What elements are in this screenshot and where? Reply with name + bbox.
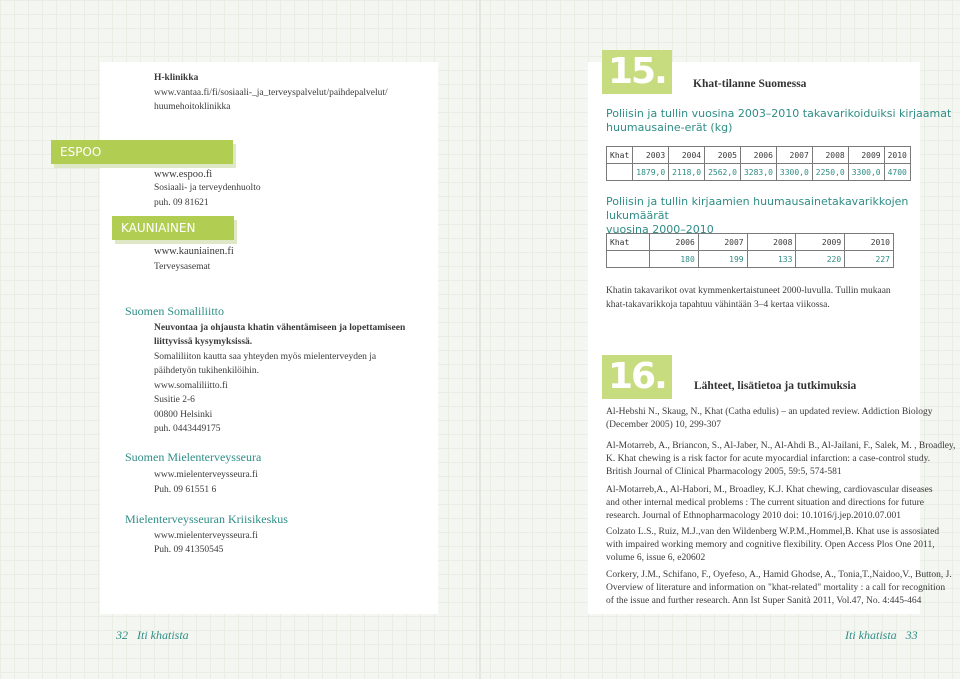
reference-line: Colzato L.S., Ruiz, M.J.,van den Wildenberg W.P.M.,Hommel,B. Khat use is assosiated [606,527,940,537]
reference-line: volume 6, issue 6, e20602 [606,553,706,563]
table1-label: Khat [607,147,633,164]
reference-line: British Journal of Clinical Pharmacology 2005, 59:5, 574-581 [606,467,842,477]
table-cell: 4700 [884,164,910,181]
reference-line: Corkery, J.M., Schifano, F., Oyefeso, A., Hamid Ghodse, A., Tonia,T.,Naidoo,V., Button, J. [606,570,952,580]
table1-title-line1: Poliisin ja tullin vuosina 2003–2010 takavarikoiduiksi kirjaamat [606,107,952,120]
reference-line: Overview of literature and information on "khat-related" mortality : a call for recognition [606,583,946,593]
table-cell: 180 [650,251,699,268]
right-footer-brand: Iti khatista [845,628,897,642]
reference-line: with impaired working memory and cognitive flexibility. Open Access Plos One 2011, [606,540,935,550]
table-cell: 2007 [776,147,812,164]
table1-title [606,107,951,135]
table-cell: 2010 [845,234,894,251]
table2-title-line1: Poliisin ja tullin kirjaamien huumausainetakavarikkojen lukumäärät [606,195,909,222]
table-cell: 2008 [747,234,796,251]
kriisikeskus-heading: Mielenterveysseuran Kriisikeskus [125,512,288,526]
table-cell [607,164,633,181]
table1-values-row [607,164,911,181]
somaliliitto-address: Susitie 2-6 [154,395,195,405]
table-cell: 2009 [796,234,845,251]
section-15-title: Khat-tilanne Suomessa [693,78,807,90]
left-page-number: 32 [116,628,128,642]
table-cell: 227 [845,251,894,268]
table1-header-row [607,147,911,164]
reference-line: Al-Motarreb,A., Al-Habori, M., Broadley, K.J. Khat chewing, cardiovascular diseases [606,485,933,495]
table2-title-line2: vuosina 2000–2010 [606,223,714,236]
table-cell: 2250,0 [812,164,848,181]
kauniainen-service: Terveysasemat [154,262,211,272]
espoo-service: Sosiaali- ja terveydenhuolto [154,183,261,193]
table-cell: 2118,0 [669,164,705,181]
table1-title-line2: huumausaine-erät (kg) [606,121,733,134]
somaliliitto-url[interactable]: www.somaliliitto.fi [154,381,228,391]
table-cell: 2006 [740,147,776,164]
table-cell: 2007 [698,234,747,251]
table-cell: 133 [747,251,796,268]
seizure-count-table [606,233,894,268]
table-cell: 2004 [669,147,705,164]
left-footer-brand: Iti khatista [137,628,189,642]
table-cell: 2009 [848,147,884,164]
right-footer [845,628,924,643]
table-cell: 3300,0 [776,164,812,181]
table-cell: 199 [698,251,747,268]
table-cell: 2010 [884,147,910,164]
reference-line: Al-Hebshi N., Skaug, N., Khat (Catha edulis) – an updated review. Addiction Biology [606,407,933,417]
table-cell: 3300,0 [848,164,884,181]
page-spine [479,0,481,679]
somaliliitto-postal: 00800 Helsinki [154,410,213,420]
seizure-note-line2: khat-takavarikkoja tapahtuu vähintään 3–4 kertaa viikossa. [606,300,830,310]
somaliliitto-line2: päihdetyön tukihenkilöihin. [154,366,260,376]
table-cell: 2008 [812,147,848,164]
seizure-note-line1: Khatin takavarikot ovat kymmenkertaistuneet 2000-luvulla. Tullin mukaan [606,286,891,296]
espoo-tag: ESPOO [51,140,233,164]
espoo-url[interactable]: www.espoo.fi [154,169,213,180]
reference-line: of the issue and further research. Ann Ist Super Sanità 2011, Vol.47, No. 4:445-464 [606,596,922,606]
kriisikeskus-phone: Puh. 09 41350545 [154,545,224,555]
reference-line: (December 2005) 10, 299-307 [606,420,722,430]
table2-header-row [607,234,894,251]
table-cell: 2005 [705,147,741,164]
hklinikka-url[interactable]: www.vantaa.fi/fi/sosiaali-_ja_terveyspalvelut/paihdepalvelut/ [154,88,388,98]
right-page-number: 33 [905,628,918,642]
table-cell: 1879,0 [633,164,669,181]
somaliliitto-heading: Suomen Somaliliitto [125,304,225,318]
table-cell: 3283,0 [740,164,776,181]
table-cell: 2006 [650,234,699,251]
section-16-number: 16. [602,355,672,399]
reference-line: research. Journal of Ethnopharmacology 2010 doi: 10.1016/j.jep.2010.07.001 [606,511,901,521]
table-cell [607,251,650,268]
kauniainen-url[interactable]: www.kauniainen.fi [154,246,234,257]
somaliliitto-phone: puh. 0443449175 [154,424,221,434]
hklinikka-title: H-klinikka [154,73,199,83]
section-15-number: 15. [602,50,672,94]
kauniainen-tag: KAUNIAINEN [112,216,234,240]
seizure-kg-table [606,146,911,181]
reference-line: Al-Motarreb, A., Briancon, S., Al-Jaber, N., Al-Ahdi B., Al-Jailani, F., Salek, M. , Broadley, [606,441,956,451]
somaliliitto-line1: Somaliliiton kautta saa yhteyden myös mielenterveyden ja [154,352,377,362]
table-cell: 2562,0 [705,164,741,181]
left-footer [110,628,189,643]
table2-label: Khat [607,234,650,251]
mielenterveysseura-url[interactable]: www.mielenterveysseura.fi [154,470,258,480]
table2-title [606,195,960,237]
reference-line: and other internal medical problems : The current situation and directions for future [606,498,924,508]
table2-values-row [607,251,894,268]
kriisikeskus-url[interactable]: www.mielenterveysseura.fi [154,531,258,541]
mielenterveysseura-heading: Suomen Mielenterveysseura [125,450,262,464]
somaliliitto-desc1: Neuvontaa ja ohjausta khatin vähentämiseen ja lopettamiseen [154,323,406,333]
reference-line: K. Khat chewing is a risk factor for acute myocardial infarction: a case-control study. [606,454,931,464]
section-16-title: Lähteet, lisätietoa ja tutkimuksia [694,380,857,392]
table-cell: 220 [796,251,845,268]
mielenterveysseura-phone: Puh. 09 61551 6 [154,485,217,495]
hklinikka-url-cont[interactable]: huumehoitoklinikka [154,102,231,112]
espoo-phone: puh. 09 81621 [154,198,209,208]
table-cell: 2003 [633,147,669,164]
somaliliitto-desc2: liittyvissä kysymyksissä. [154,337,253,347]
